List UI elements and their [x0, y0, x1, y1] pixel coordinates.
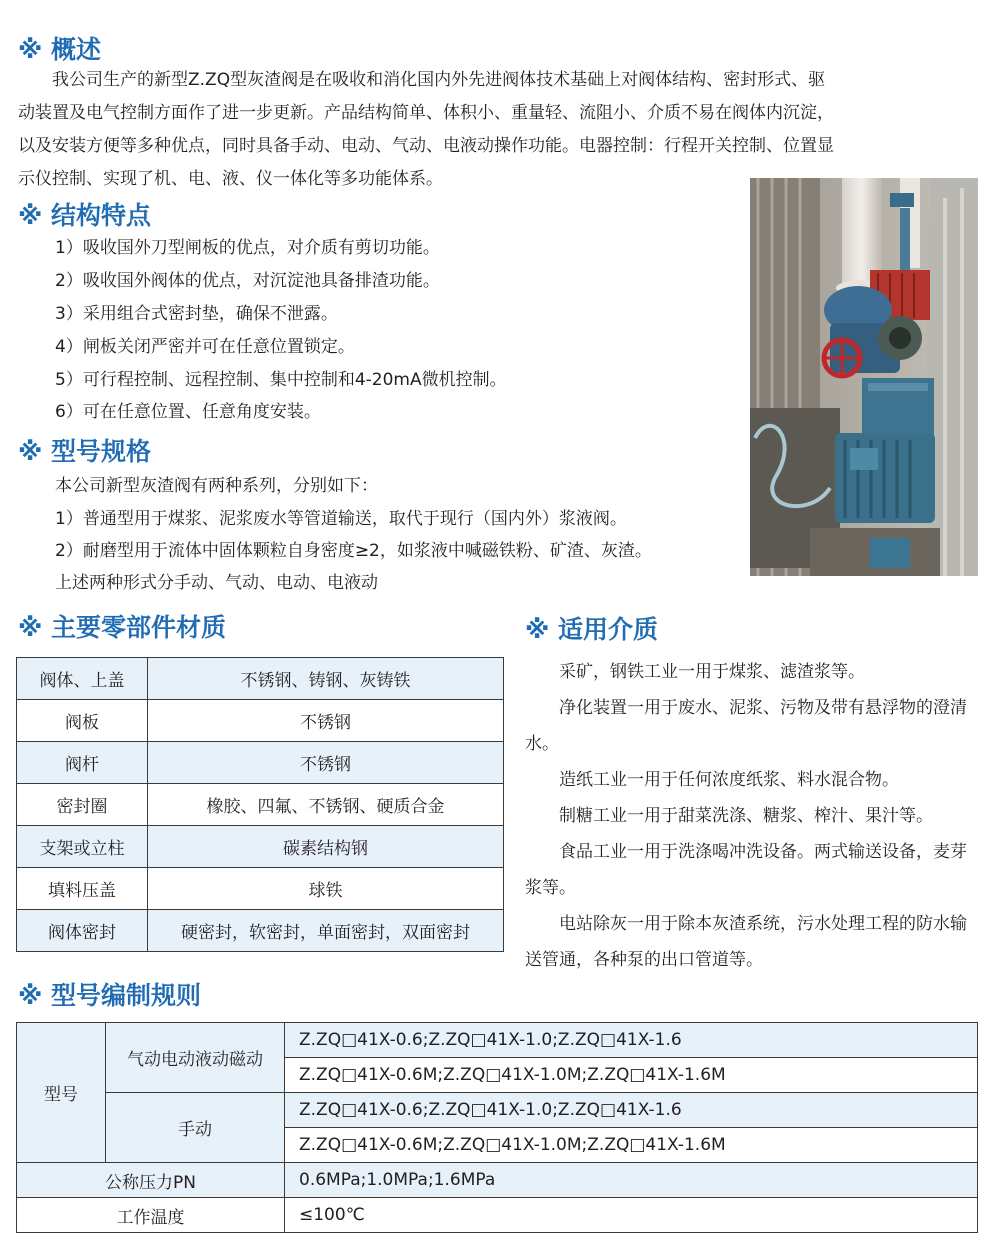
part-material: 碳素结构钢: [148, 826, 504, 868]
powered-label: 气动电动液动磁动: [106, 1023, 285, 1093]
structure-item: 3）采用组合式密封垫，确保不泄露。: [55, 304, 338, 324]
table-row: [17, 910, 504, 952]
media-text: [525, 654, 980, 978]
structure-item: 4）闸板关闭严密并可在任意位置锁定。: [55, 337, 355, 357]
media-paragraph: 净化装置一用于废水、泥浆、污物及带有悬浮物的澄清水。: [525, 698, 967, 754]
model-value: Z.ZQ□41X-0.6;Z.ZQ□41X-1.0;Z.ZQ□41X-1.6: [285, 1093, 978, 1128]
materials-table: [16, 657, 504, 952]
overview-line: 以及安装方便等多种优点，同时具备手动、电动、气动、电液动操作功能。电器控制：行程开关控制、位置显: [18, 136, 834, 156]
table-row: [17, 1163, 978, 1198]
part-name: 阀体、上盖: [17, 658, 148, 700]
overview-line: 动装置及电气控制方面作了进一步更新。产品结构简单、体积小、重量轻、流阻小、介质不易在阀体内沉淀，: [18, 103, 834, 123]
structure-heading: ※ 结构特点: [18, 201, 152, 230]
model-label: 型号: [17, 1023, 106, 1163]
overview-line: 示仪控制、实现了机、电、液、仪一体化等多功能体系。: [18, 169, 443, 189]
spec-heading: ※ 型号规格: [18, 437, 152, 466]
part-material: 橡胶、四氟、不锈钢、硬质合金: [148, 784, 504, 826]
part-material: 球铁: [148, 868, 504, 910]
model-rules-table: [16, 1022, 978, 1233]
spec-line: 2）耐磨型用于流体中固体颗粒自身密度≥2，如浆液中喊磁铁粉、矿渣、灰渣。: [55, 541, 652, 561]
manual-label: 手动: [106, 1093, 285, 1163]
model-rules-heading: ※ 型号编制规则: [18, 981, 202, 1010]
pressure-value: 0.6MPa;1.0MPa;1.6MPa: [285, 1163, 978, 1198]
table-row: [17, 868, 504, 910]
table-row: [17, 1093, 978, 1128]
overview-heading: ※ 概述: [18, 35, 102, 64]
media-paragraph: 制糖工业一用于甜菜洗涤、糖浆、榨汁、果汁等。: [559, 806, 933, 826]
valve-installation-photo: [750, 178, 978, 576]
pressure-label: 公称压力PN: [17, 1163, 285, 1198]
model-value: Z.ZQ□41X-0.6M;Z.ZQ□41X-1.0M;Z.ZQ□41X-1.6M: [285, 1128, 978, 1163]
media-paragraph: 造纸工业一用于任何浓度纸浆、料水混合物。: [559, 770, 899, 790]
table-row: [17, 658, 504, 700]
table-row: [17, 826, 504, 868]
structure-item: 6）可在任意位置、任意角度安装。: [55, 402, 321, 422]
media-paragraph: 采矿，钢铁工业一用于煤浆、滤渣浆等。: [559, 662, 865, 682]
part-material: 不锈钢、铸钢、灰铸铁: [148, 658, 504, 700]
table-row: [17, 784, 504, 826]
media-paragraph: 食品工业一用于洗涤喝冲洗设备。两式输送设备，麦芽浆等。: [525, 842, 967, 898]
spec-line: 本公司新型灰渣阀有两种系列，分别如下：: [55, 476, 378, 496]
model-value: Z.ZQ□41X-0.6M;Z.ZQ□41X-1.0M;Z.ZQ□41X-1.6M: [285, 1058, 978, 1093]
structure-item: 1）吸收国外刀型闸板的优点，对介质有剪切功能。: [55, 238, 440, 258]
table-row: [17, 700, 504, 742]
media-paragraph: 电站除灰一用于除本灰渣系统，污水处理工程的防水输送管通，各种泵的出口管道等。: [525, 914, 967, 970]
spec-line: 上述两种形式分手动、气动、电动、电液动: [55, 573, 378, 593]
part-name: 填料压盖: [17, 868, 148, 910]
temperature-value: ≤100℃: [285, 1198, 978, 1233]
media-heading: ※ 适用介质: [525, 615, 659, 644]
table-row: [17, 742, 504, 784]
part-material: 硬密封，软密封，单面密封，双面密封: [148, 910, 504, 952]
part-name: 阀体密封: [17, 910, 148, 952]
part-name: 阀杆: [17, 742, 148, 784]
spec-line: 1）普通型用于煤浆、泥浆废水等管道输送，取代于现行（国内外）浆液阀。: [55, 509, 627, 529]
part-name: 支架或立柱: [17, 826, 148, 868]
part-material: 不锈钢: [148, 742, 504, 784]
part-name: 阀板: [17, 700, 148, 742]
part-material: 不锈钢: [148, 700, 504, 742]
temperature-label: 工作温度: [17, 1198, 285, 1233]
part-name: 密封圈: [17, 784, 148, 826]
structure-item: 5）可行程控制、远程控制、集中控制和4-20mA微机控制。: [55, 370, 507, 390]
model-value: Z.ZQ□41X-0.6;Z.ZQ□41X-1.0;Z.ZQ□41X-1.6: [285, 1023, 978, 1058]
table-row: [17, 1198, 978, 1233]
structure-item: 2）吸收国外阀体的优点，对沉淀池具备排渣功能。: [55, 271, 440, 291]
table-row: [17, 1023, 978, 1058]
overview-line: 我公司生产的新型Z.ZQ型灰渣阀是在吸收和消化国内外先进阀体技术基础上对阀体结构、密封形式、驱: [52, 70, 826, 90]
materials-heading: ※ 主要零部件材质: [18, 613, 227, 642]
